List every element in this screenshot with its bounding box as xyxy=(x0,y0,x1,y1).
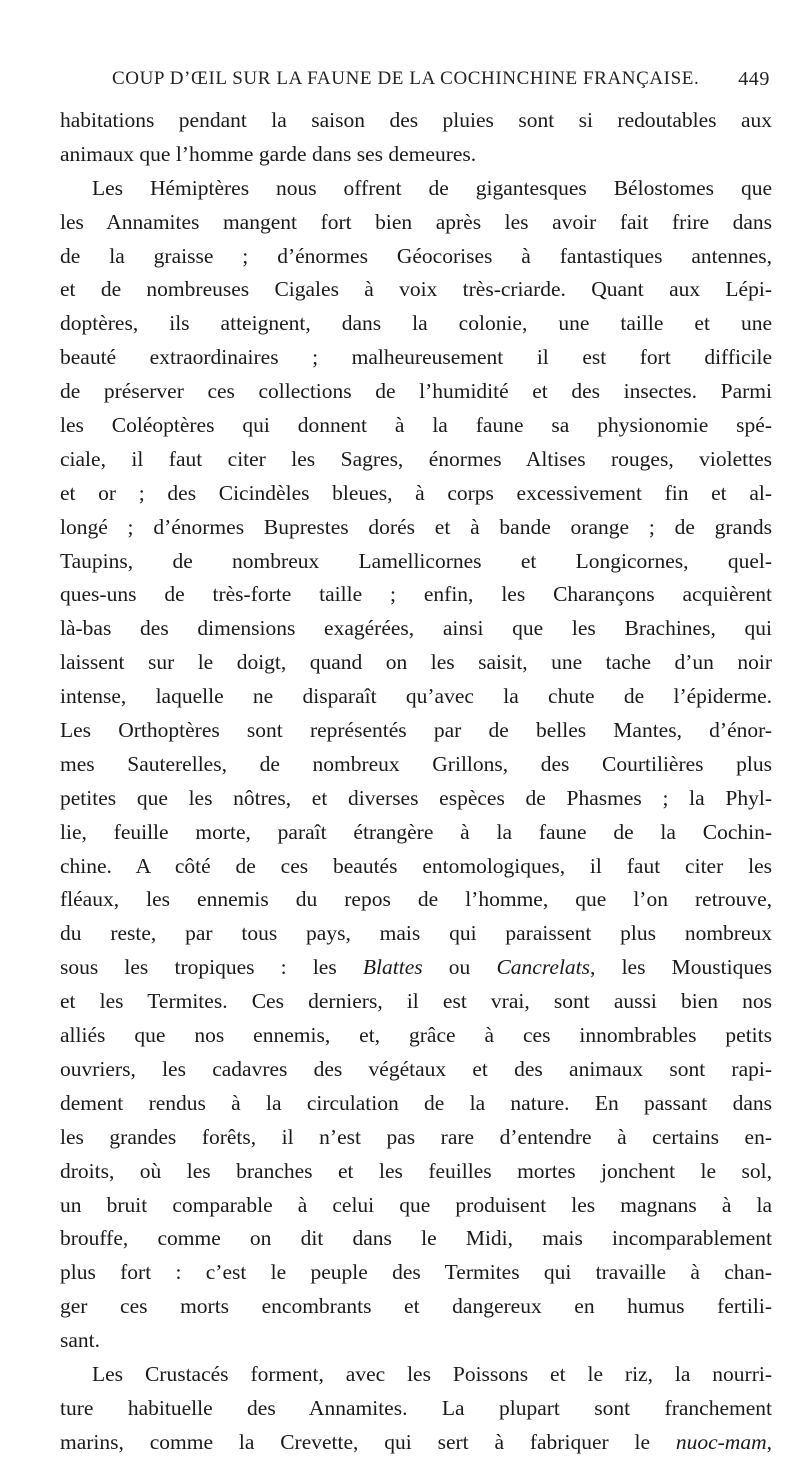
text-line: brouffe, comme on dit dans le Midi, mais incomparablement xyxy=(60,1226,772,1251)
text-line-with-italics xyxy=(60,951,772,985)
italic-term: Cancrelats xyxy=(496,955,591,980)
text-line: longé ; d’énormes Buprestes dorés et à bande orange ; de grands xyxy=(60,514,772,539)
line-mid: ou xyxy=(422,955,497,980)
text-line: ciale, il faut citer les Sagres, énormes Altises rouges, violettes xyxy=(60,446,772,471)
text-line: animaux que l’homme garde dans ses demeures. xyxy=(60,141,477,166)
text-line: de la graisse ; d’énormes Géocorises à fantastiques antennes, xyxy=(60,243,772,268)
running-title: COUP D’ŒIL SUR LA FAUNE DE LA COCHINCHINE FRANÇAISE. xyxy=(112,68,700,89)
text-line: petites que les nôtres, et diverses espèces de Phasmes ; la Phyl- xyxy=(60,785,772,810)
text-line: droits, où les branches et les feuilles mortes jonchent le sol, xyxy=(60,1158,772,1183)
text-line: les grandes forêts, il n’est pas rare d’entendre à certains en- xyxy=(60,1124,772,1149)
text-line: dement rendus à la circulation de la nature. En passant dans xyxy=(60,1090,772,1115)
text-line-with-italics xyxy=(60,1426,772,1460)
text-line: Les Crustacés forment, avec les Poissons et le riz, la nourri- xyxy=(92,1361,772,1386)
italic-term: nuoc-mam xyxy=(675,1429,767,1454)
text-line: laissent sur le doigt, quand on les saisit, une tache d’un noir xyxy=(60,650,772,675)
text-line: les Coléoptères qui donnent à la faune sa physionomie spé- xyxy=(60,413,772,438)
text-line: habitations pendant la saison des pluies sont si redoutables aux xyxy=(60,108,772,132)
text-line: Les Hémiptères nous offrent de gigantesques Bélostomes que xyxy=(92,175,772,200)
text-line: sant. xyxy=(60,1328,101,1353)
text-line: Taupins, de nombreux Lamellicornes et Longicornes, quel- xyxy=(60,548,772,573)
text-line: là-bas des dimensions exagérées, ainsi que les Brachines, qui xyxy=(60,616,772,641)
text-line: doptères, ils atteignent, dans la colonie, une taille et une xyxy=(60,311,772,336)
text-line: ture habituelle des Annamites. La plupart sont franchement xyxy=(60,1395,772,1420)
text-line: et or ; des Cicindèles bleues, à corps excessivement fin et al- xyxy=(60,480,772,505)
italic-term: Blattes xyxy=(362,955,423,980)
text-line: un bruit comparable à celui que produisent les magnans à la xyxy=(60,1192,772,1217)
text-line: lie, feuille morte, paraît étrangère à la faune de la Cochin- xyxy=(60,819,772,844)
body-text xyxy=(60,104,772,1460)
text-line: Les Orthoptères sont représentés par de belles Mantes, d’énor- xyxy=(60,718,772,743)
line-end: , les Moustiques xyxy=(590,955,772,980)
text-line: alliés que nos ennemis, et, grâce à ces innombrables petits xyxy=(60,1023,772,1048)
text-line: fléaux, les ennemis du repos de l’homme, que l’on retrouve, xyxy=(60,887,772,912)
text-line: intense, laquelle ne disparaît qu’avec la chute de l’épiderme. xyxy=(60,684,772,709)
text-line: plus fort : c’est le peuple des Termites qui travaille à chan- xyxy=(60,1260,772,1285)
text-line: ques-uns de très-forte taille ; enfin, les Charançons acquièrent xyxy=(60,582,772,607)
text-line: mes Sauterelles, de nombreux Grillons, des Courtilières plus xyxy=(60,751,772,776)
line-start: sous les tropiques : les xyxy=(60,955,363,980)
text-line: et les Termites. Ces derniers, il est vrai, sont aussi bien nos xyxy=(60,989,772,1014)
text-line: ouvriers, les cadavres des végétaux et des animaux sont rapi- xyxy=(60,1056,772,1081)
text-line: beauté extraordinaires ; malheureusement il est fort difficile xyxy=(60,345,772,370)
text-line: de préserver ces collections de l’humidité et des insectes. Parmi xyxy=(60,379,772,404)
text-line: et de nombreuses Cigales à voix très-criarde. Quant aux Lépi- xyxy=(60,277,772,302)
running-header xyxy=(112,62,770,94)
page-number: 449 xyxy=(738,68,770,90)
text-line: du reste, par tous pays, mais qui paraissent plus nombreux xyxy=(60,921,772,946)
line-end: , xyxy=(766,1429,772,1454)
line-start: marins, comme la Crevette, qui sert à fabriquer le xyxy=(60,1429,676,1454)
text-line: les Annamites mangent fort bien après les avoir fait frire dans xyxy=(60,209,772,234)
text-line: ger ces morts encombrants et dangereux en humus fertili- xyxy=(60,1294,772,1319)
text-line: chine. A côté de ces beautés entomologiques, il faut citer les xyxy=(60,853,772,878)
